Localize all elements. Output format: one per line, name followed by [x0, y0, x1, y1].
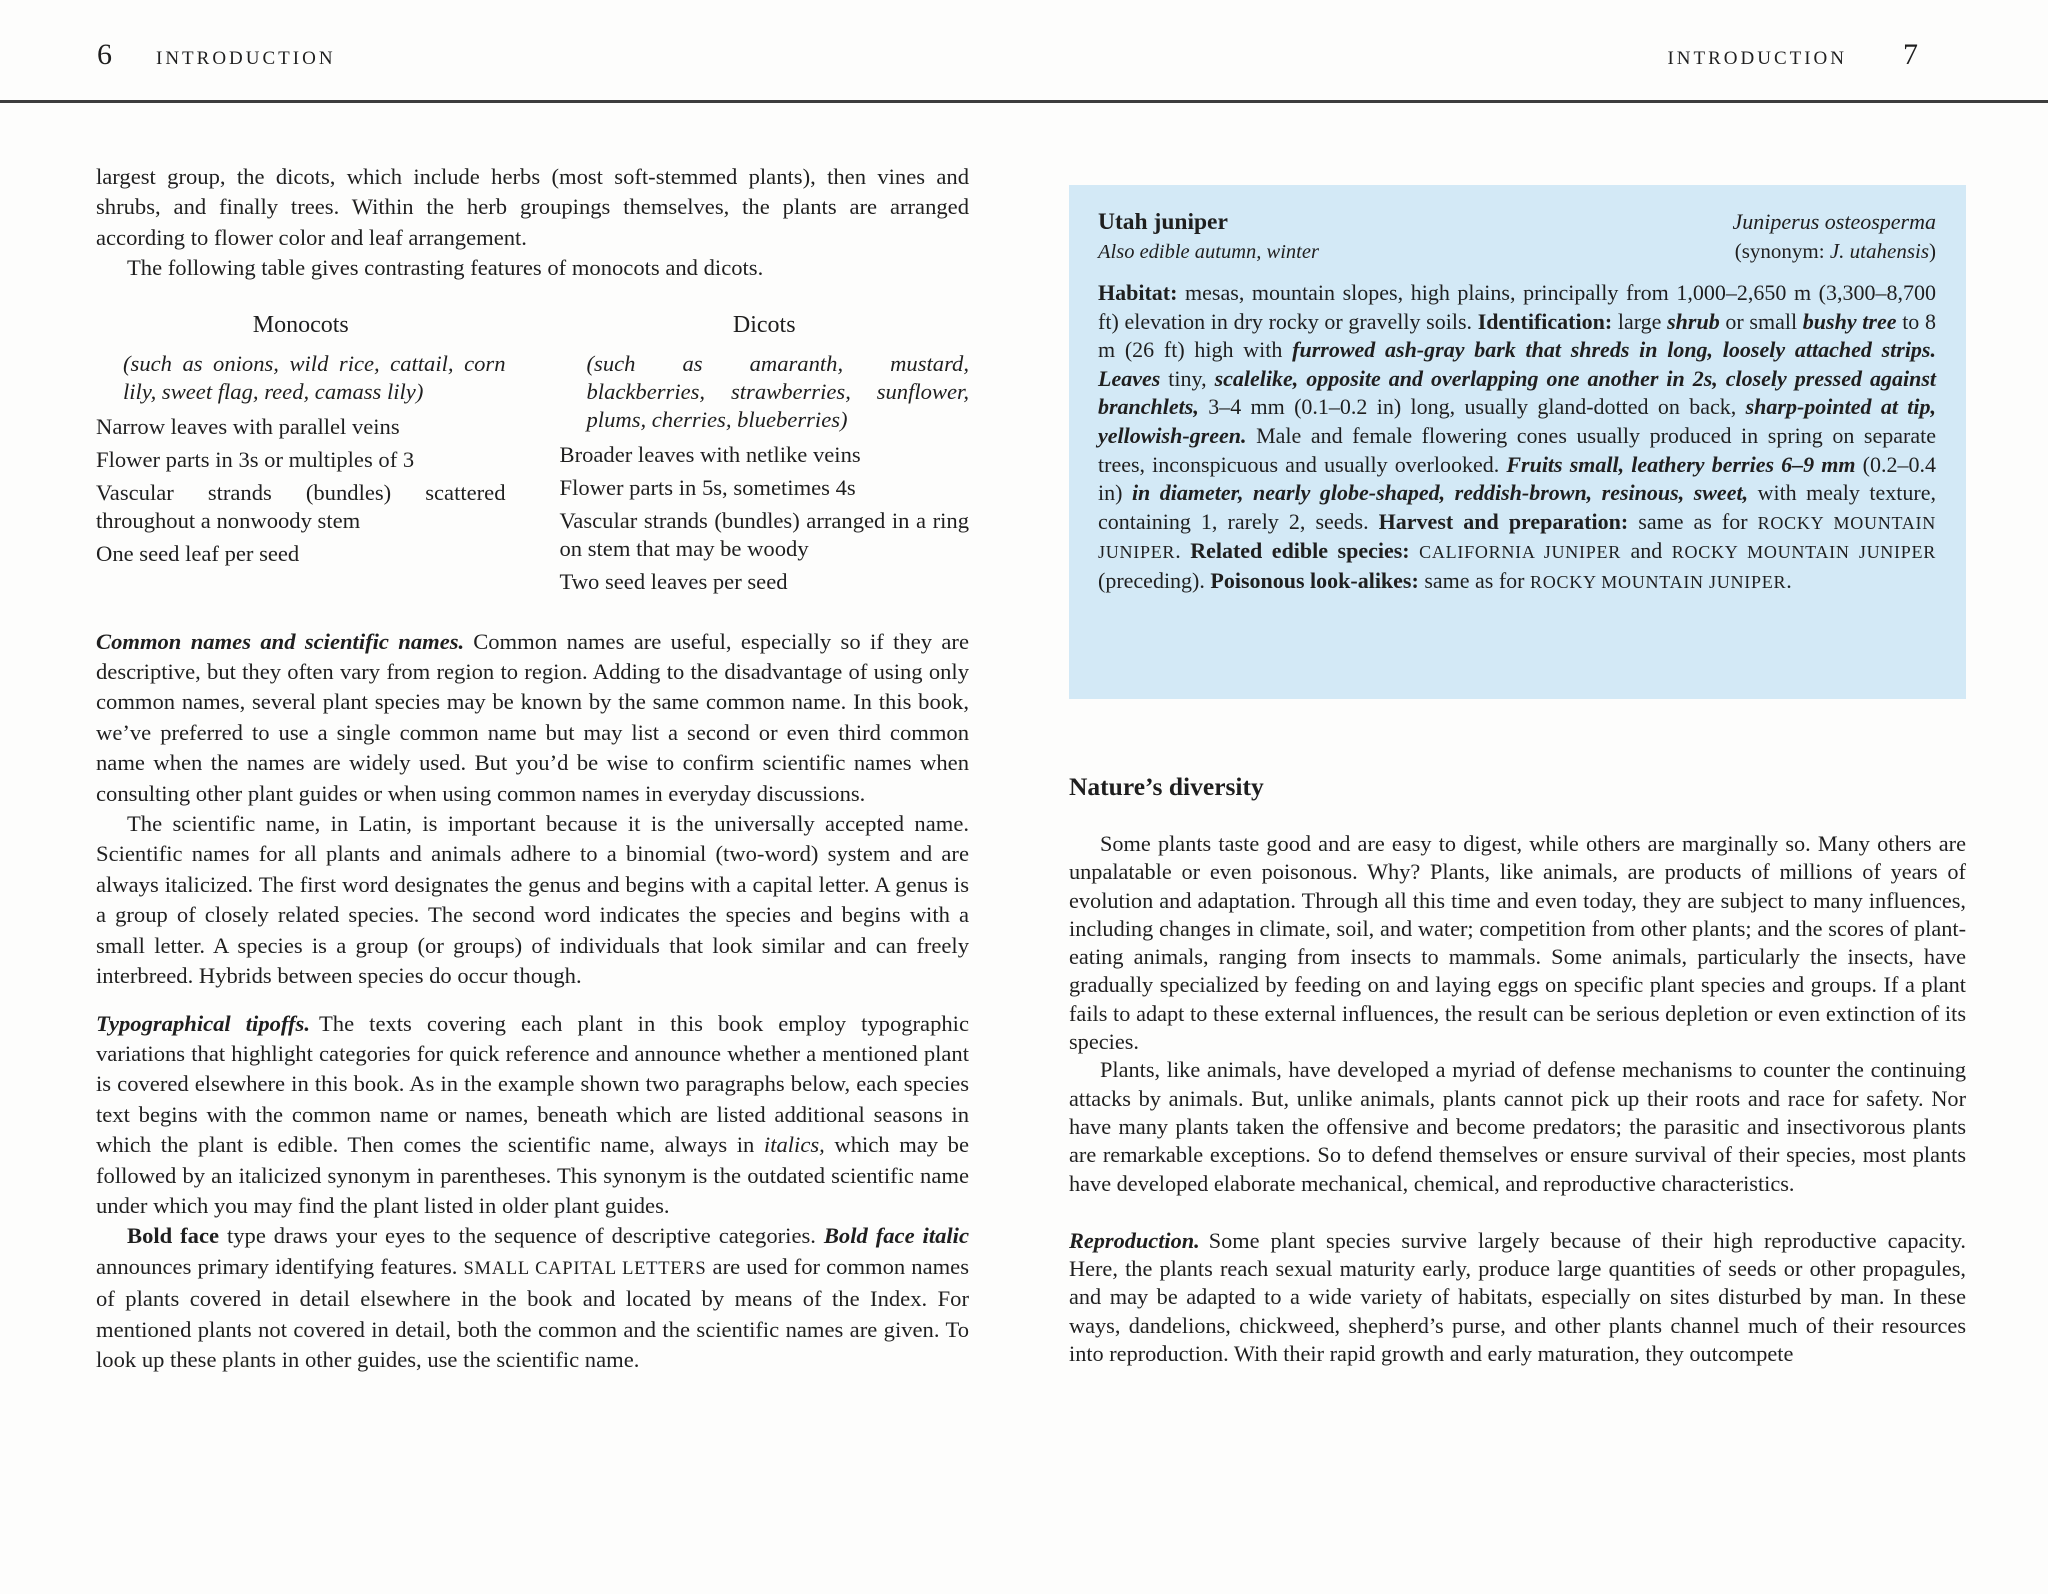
header-rule	[0, 100, 2048, 103]
species-common-name: Utah juniper	[1098, 209, 1228, 235]
common-names-paragraph-2: The scientific name, in Latin, is important because it is the universally accepted name. Scientific names for all plants and animals adhere to a binomial (two-word) system and are always italicized. The first word designates the genus and begins with a capital letter. A genus is a group of closely related species. The second word indicates the species and begins with a small letter. A species is a group (or groups) of individuals that look similar and can freely interbreed. Hybrids between species do occur though.	[96, 811, 969, 989]
typography-paragraph-2: Bold face type draws your eyes to the sequence of descriptive categories. Bold face italic announces primary identifying features. SMALL CAPITAL LETTERS are used for common names of plants covered in detail elsewhere in the book and located by means of the Index. For mentioned plants not covered in detail, both the common and the scientific names are given. To look up these plants in other guides, use the scientific name.	[96, 1223, 969, 1372]
dicots-column	[560, 311, 970, 596]
dicots-examples: (such as amaranth, mustard, blackberries, strawberries, sunflower, plums, cherries, blueberries)	[586, 350, 969, 432]
monocots-header: Monocots	[252, 311, 349, 338]
monocots-feature: Narrow leaves with parallel veins	[96, 413, 400, 439]
monocots-column	[96, 311, 506, 596]
dicots-feature: Flower parts in 5s, sometimes 4s	[559, 474, 856, 500]
species-subtitle-row	[1098, 239, 1936, 264]
monocots-feature: Flower parts in 3s or multiples of 3	[96, 446, 415, 472]
running-head-right-label: INTRODUCTION	[1667, 48, 1847, 69]
intro-paragraph: largest group, the dicots, which include herbs (most soft-stemmed plants), then vines and shrubs, and finally trees. Within the herb groupings themselves, the plants are arranged according to flower color and leaf arrangement.	[96, 164, 969, 250]
utah-juniper-box	[1069, 185, 1966, 699]
dicots-feature: Broader leaves with netlike veins	[559, 441, 861, 467]
dicots-feature: Vascular strands (bundles) arranged in a ring on stem that may be woody	[559, 507, 969, 561]
page-number-left: 6	[97, 38, 112, 71]
page-number-right: 7	[1903, 38, 1918, 71]
section-heading: Nature’s diversity	[1069, 772, 1264, 801]
reproduction-paragraph: Reproduction. Some plant species survive largely because of their high reproductive capacity. Here, the plants reach sexual maturity early, produce large quantities of seeds or other propagules, and may be adapted to a wide variety of habitats, especially on sites disturbed by man. In these ways, dandelions, chickweed, shepherd’s purse, and other plants channel much of their resources into reproduction. With their rapid growth and early maturation, they outcompete	[1069, 1227, 1966, 1367]
species-scientific-name: Juniperus osteosperma	[1732, 209, 1936, 234]
common-names-paragraph-1: Common names and scientific names. Common names are useful, especially so if they are descriptive, but they often vary from region to region. Adding to the disadvantage of using only common names, several plant species may be known by the same common name. In this book, we’ve preferred to use a single common name but may list a second or even third common name when the names are widely used. But you’d be wise to confirm scientific names when consulting other plant guides or when using common names in everyday discussions.	[96, 628, 969, 806]
running-head-right	[1667, 38, 1918, 72]
species-synonym: (synonym: J. utahensis)	[1734, 239, 1936, 263]
running-head-left	[97, 38, 336, 72]
species-description: Habitat: mesas, mountain slopes, high plains, principally from 1,000–2,650 m (3,300–8,700 ft) elevation in dry rocky or gravelly soils. Identification: large shrub or small bushy tree to 8 m (26 ft) high with furrowed ash-gray bark that shreds in long, loosely attached strips. Leaves tiny, scalelike, opposite and overlapping one another in 2s, closely pressed against branchlets, 3–4 mm (0.1–0.2 in) long, usually gland-dotted on back, sharp-pointed at tip, yellowish-green. Male and female flowering cones usually produced in spring on separate trees, inconspicuous and usually overlooked. Fruits small, leathery berries 6–9 mm (0.2–0.4 in) in diameter, nearly globe-shaped, reddish-brown, resinous, sweet, with mealy texture, containing 1, rarely 2, seeds. Harvest and preparation: same as for ROCKY MOUNTAIN JUNIPER. Related edible species: CALIFORNIA JUNIPER and ROCKY MOUNTAIN JUNIPER (preceding). Poisonous look-alikes: same as for ROCKY MOUNTAIN JUNIPER.	[1098, 280, 1937, 593]
diversity-paragraph-2: Plants, like animals, have developed a myriad of defense mechanisms to counter the continuing attacks by animals. But, unlike animals, plants cannot pick up their roots and race for safety. Nor have many plants taken the offensive and become predators; the parasitic and insectivorous plants are remarkable exceptions. So to defend themselves or ensure survival of their species, most plants have developed elaborate mechanical, chemical, and reproductive characteristics.	[1069, 1057, 1966, 1196]
monocots-examples: (such as onions, wild rice, cattail, corn lily, sweet flag, reed, camass lily)	[123, 350, 506, 404]
dicots-feature: Two seed leaves per seed	[559, 568, 788, 594]
left-page-column	[96, 162, 969, 1375]
monocots-feature: One seed leaf per seed	[96, 540, 300, 566]
monocot-dicot-table	[96, 311, 969, 596]
diversity-paragraph-1: Some plants taste good and are easy to digest, while others are marginally so. Many others are unpalatable or even poisonous. Why? Plants, like animals, are products of millions of years of evolution and adaptation. Through all this time and even today, they are subject to many influences, including changes in climate, soil, and water; competition from other plants; and the scores of plant-eating animals, ranging from insects to mammals. Some animals, particularly the insects, have gradually specialized by feeding on and laying eggs on specific plant species and groups. If a plant fails to adapt to these external influences, the result can be serious depletion or even extinction of its species.	[1069, 831, 1966, 1055]
monocots-feature: Vascular strands (bundles) scattered throughout a nonwoody stem	[96, 479, 506, 533]
edible-seasons-note: Also edible autumn, winter	[1098, 241, 1319, 263]
running-head-left-label: INTRODUCTION	[156, 48, 336, 69]
dicots-header: Dicots	[732, 311, 796, 338]
typography-paragraph-1: Typographical tipoffs. The texts covering each plant in this book employ typographic variations that highlight categories for quick reference and announce whether a mentioned plant is covered elsewhere in this book. As in the example shown two paragraphs below, each species text begins with the common name or names, beneath which are listed additional seasons in which the plant is edible. Then comes the scientific name, always in italics, which may be followed by an italicized synonym in parentheses. This synonym is the outdated scientific name under which you may find the plant listed in older plant guides.	[96, 1010, 969, 1218]
species-title-row	[1098, 209, 1936, 236]
table-lead-paragraph: The following table gives contrasting features of monocots and dicots.	[127, 255, 764, 281]
right-page-column	[1069, 185, 1966, 1368]
